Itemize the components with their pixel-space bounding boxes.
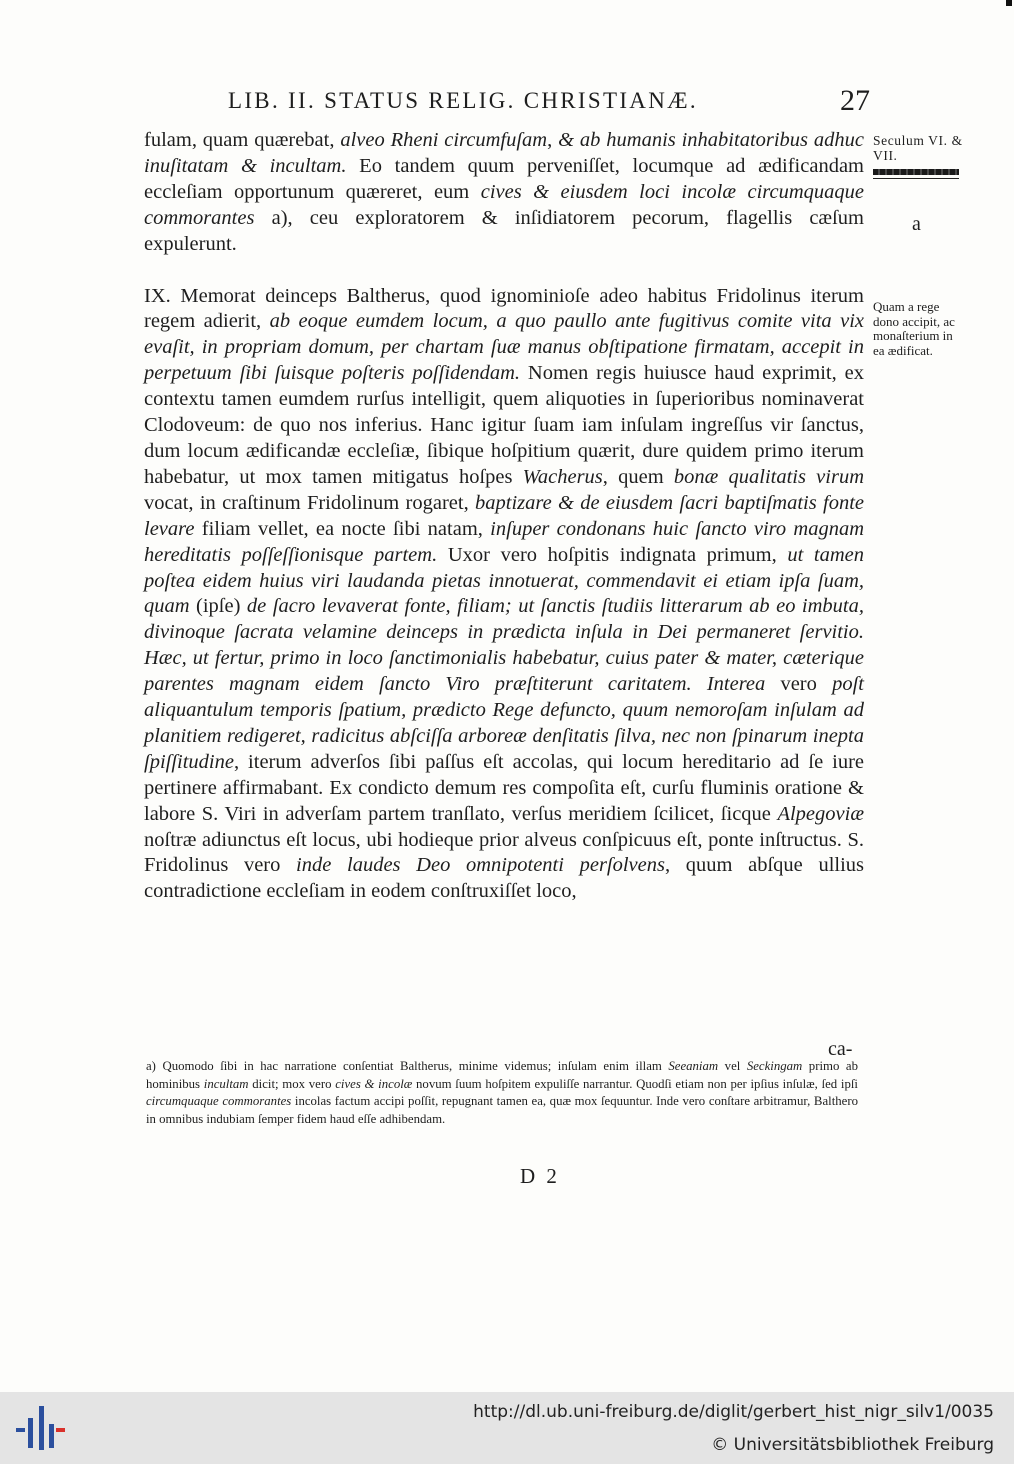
italic-text: baptizare & de eiusdem ſacri baptiſmatis fonte levare <box>144 491 865 540</box>
text-run: vel <box>718 1059 747 1073</box>
text-run: vero <box>765 673 833 696</box>
marginal-note-century <box>873 134 963 182</box>
text-run: Eo tandem quum perveniſſet, locumque ad ædificandam eccleſiam opportunum quæreret, eum <box>144 154 864 203</box>
italic-text: & ab humanis inhabitatoribus adhuc inuſitatam & incultam. <box>144 129 864 177</box>
viewer-footer-bar <box>0 1392 1014 1464</box>
page-header <box>228 86 880 122</box>
ub-freiburg-logo-icon[interactable] <box>16 1404 66 1452</box>
italic-text: incultam <box>203 1076 249 1091</box>
text-run: , <box>547 129 559 151</box>
text-run: Uxor vero hoſpitis indignata primum, <box>437 543 788 566</box>
text-run: filiam vellet, ea nocte ſibi natam, <box>194 517 491 540</box>
text-run: vocat, in craſtinum Fridolinum rogaret, <box>144 491 476 514</box>
copyright-notice: © Universitätsbibliothek Freiburg <box>711 1435 994 1455</box>
italic-text: bonæ qualitatis virum <box>673 465 864 488</box>
italic-text: ut tamen poſtea eidem huius viri laudanda pietas innotuerat, commendavit ei etiam ipſa ſuam, quam <box>144 543 864 618</box>
text-run: fulam, quam quærebat, <box>144 129 341 151</box>
text-run: a) Quomodo ſibi in hac narratione conſentiat Baltherus, minime videmus; inſulam enim illam <box>146 1059 669 1073</box>
italic-text: alveo Rheni circumfuſam <box>340 129 548 151</box>
marginal-note-summary: Quam a rege dono accipit, ac monaſterium in ea ædificat. <box>873 299 955 358</box>
permalink-url[interactable]: http://dl.ub.uni-freiburg.de/diglit/gerbert_hist_nigr_silv1/0035 <box>473 1402 994 1422</box>
text-run: novum ſuum hoſpitem expuliſſe narrantur. Quodſi etiam non per ipſius inſulæ, ſed ipſi <box>412 1076 858 1091</box>
signature-mark: D 2 <box>520 1164 560 1188</box>
text-run: incolas factum accipi poſſit, repugnant tamen ea, quæ mox ſequuntur. Inde vero conſtare arbitramur, Balthero in omnibus indubiam ſemper fidem haud eſſe adhibendam. <box>146 1094 858 1126</box>
italic-text: Seeaniam <box>668 1059 719 1073</box>
footnote <box>146 1058 858 1128</box>
page-number: 27 <box>840 84 870 117</box>
italic-text: de ſacro levaverat fonte, filiam; ut ſanctis ſtudiis litterarum ab eo imbuta, divinoque ſacrata velamine deinceps in prædicta inſula in Dei permaneret ſervitio. Hæc, ut fertur, primo in loco ſanctimonialis habebatur, cuius pater & mater, cæterique parentes magnam eidem ſancto Viro præſtiterunt caritatem. Interea <box>144 595 864 696</box>
text-run: (ipſe) <box>189 595 247 618</box>
text-run: a), ceu exploratorem & inſidiatorem pecorum, flagellis cæſum expulerunt. <box>144 206 864 255</box>
marginal-note-text: Seculum VI. & VII. <box>873 133 963 163</box>
italic-text: circumquaque commorantes <box>146 1094 292 1109</box>
text-run: , iterum adverſos ſibi paſſus eſt accolas, qui locum hereditario ad ſe iure pertinere affirmabant. Ex condicto demum res compoſita eſt, curſu fluminis oratione & labore S. Viri in adverſam partem tranſlato, verſus meridiem ſcilicet, ſicque <box>144 750 864 825</box>
italic-text: Alpegoviæ <box>777 802 864 825</box>
marginal-rule <box>873 169 959 179</box>
italic-text: Seckingam <box>746 1059 803 1073</box>
running-title: LIB. II. STATUS RELIG. CHRISTIANÆ. <box>228 88 698 113</box>
catchword: ca- <box>828 1038 853 1060</box>
text-run: , quum abſque ullius contradictione eccleſiam in eodem conſtruxiſſet loco, <box>144 854 865 903</box>
text-run: , quem <box>602 465 674 488</box>
paragraph <box>144 284 864 906</box>
text-run: primo ab hominibus <box>146 1059 858 1091</box>
italic-text: inſuper condonans huic ſancto viro magnam hereditatis poſſeſſionisque partem. <box>144 517 865 566</box>
italic-text: Wacherus <box>522 465 603 488</box>
italic-text: ab eoque eumdem locum, a quo paullo ante fugitivus comite vita vix evaſit, in propriam domum, per chartam ſuæ manus obſtipatione firmatam, accepit in perpetuum ſibi ſuisque poſteris poſſidendam. <box>144 310 864 385</box>
italic-text: cives & eiusdem loci incolæ circumquaque commorantes <box>144 180 865 229</box>
italic-text: poſt aliquantulum temporis ſpatium, prædicto Rege defuncto, quum nemoroſam inſulam ad planitiem redigeret, radicitus abſciſſa arboreæ denſitatis ſilva, nec non ſpinarum inepta ſpiſſitudine <box>144 673 864 773</box>
text-run: IX. Memorat deinceps Baltherus, quod ignominioſe adeo habitus Fridolinus iterum regem adierit, <box>144 284 864 333</box>
italic-text: cives & incolæ <box>335 1076 413 1091</box>
italic-text: inde laudes Deo omnipotenti perſolvens <box>296 854 665 877</box>
text-run: dicit; mox vero <box>248 1076 336 1091</box>
main-text <box>144 128 864 905</box>
paragraph <box>144 128 864 258</box>
text-run: Nomen regis huiusce haud exprimit, ex contextu tamen eumdem rurſus intelligit, quem aliquoties in ſuperioribus nominaverat Clodoveum: de quo nos inferius. Hanc igitur ſuam iam inſulam ingreſſus vir ſanctus, dum locum ædificandæ eccleſiæ, ſibique hoſpitium quærit, dure quidem primo iterum habebatur, ut mox tamen mitigatus hoſpes <box>144 362 864 488</box>
marginal-letter: a <box>912 213 921 235</box>
text-run: noſtræ adiunctus eſt locus, ubi hodieque prior alveus conſpicuus eſt, ponte inſtructus. S. Fridolinus vero <box>144 828 864 877</box>
scan-edge-mark <box>1006 0 1012 6</box>
